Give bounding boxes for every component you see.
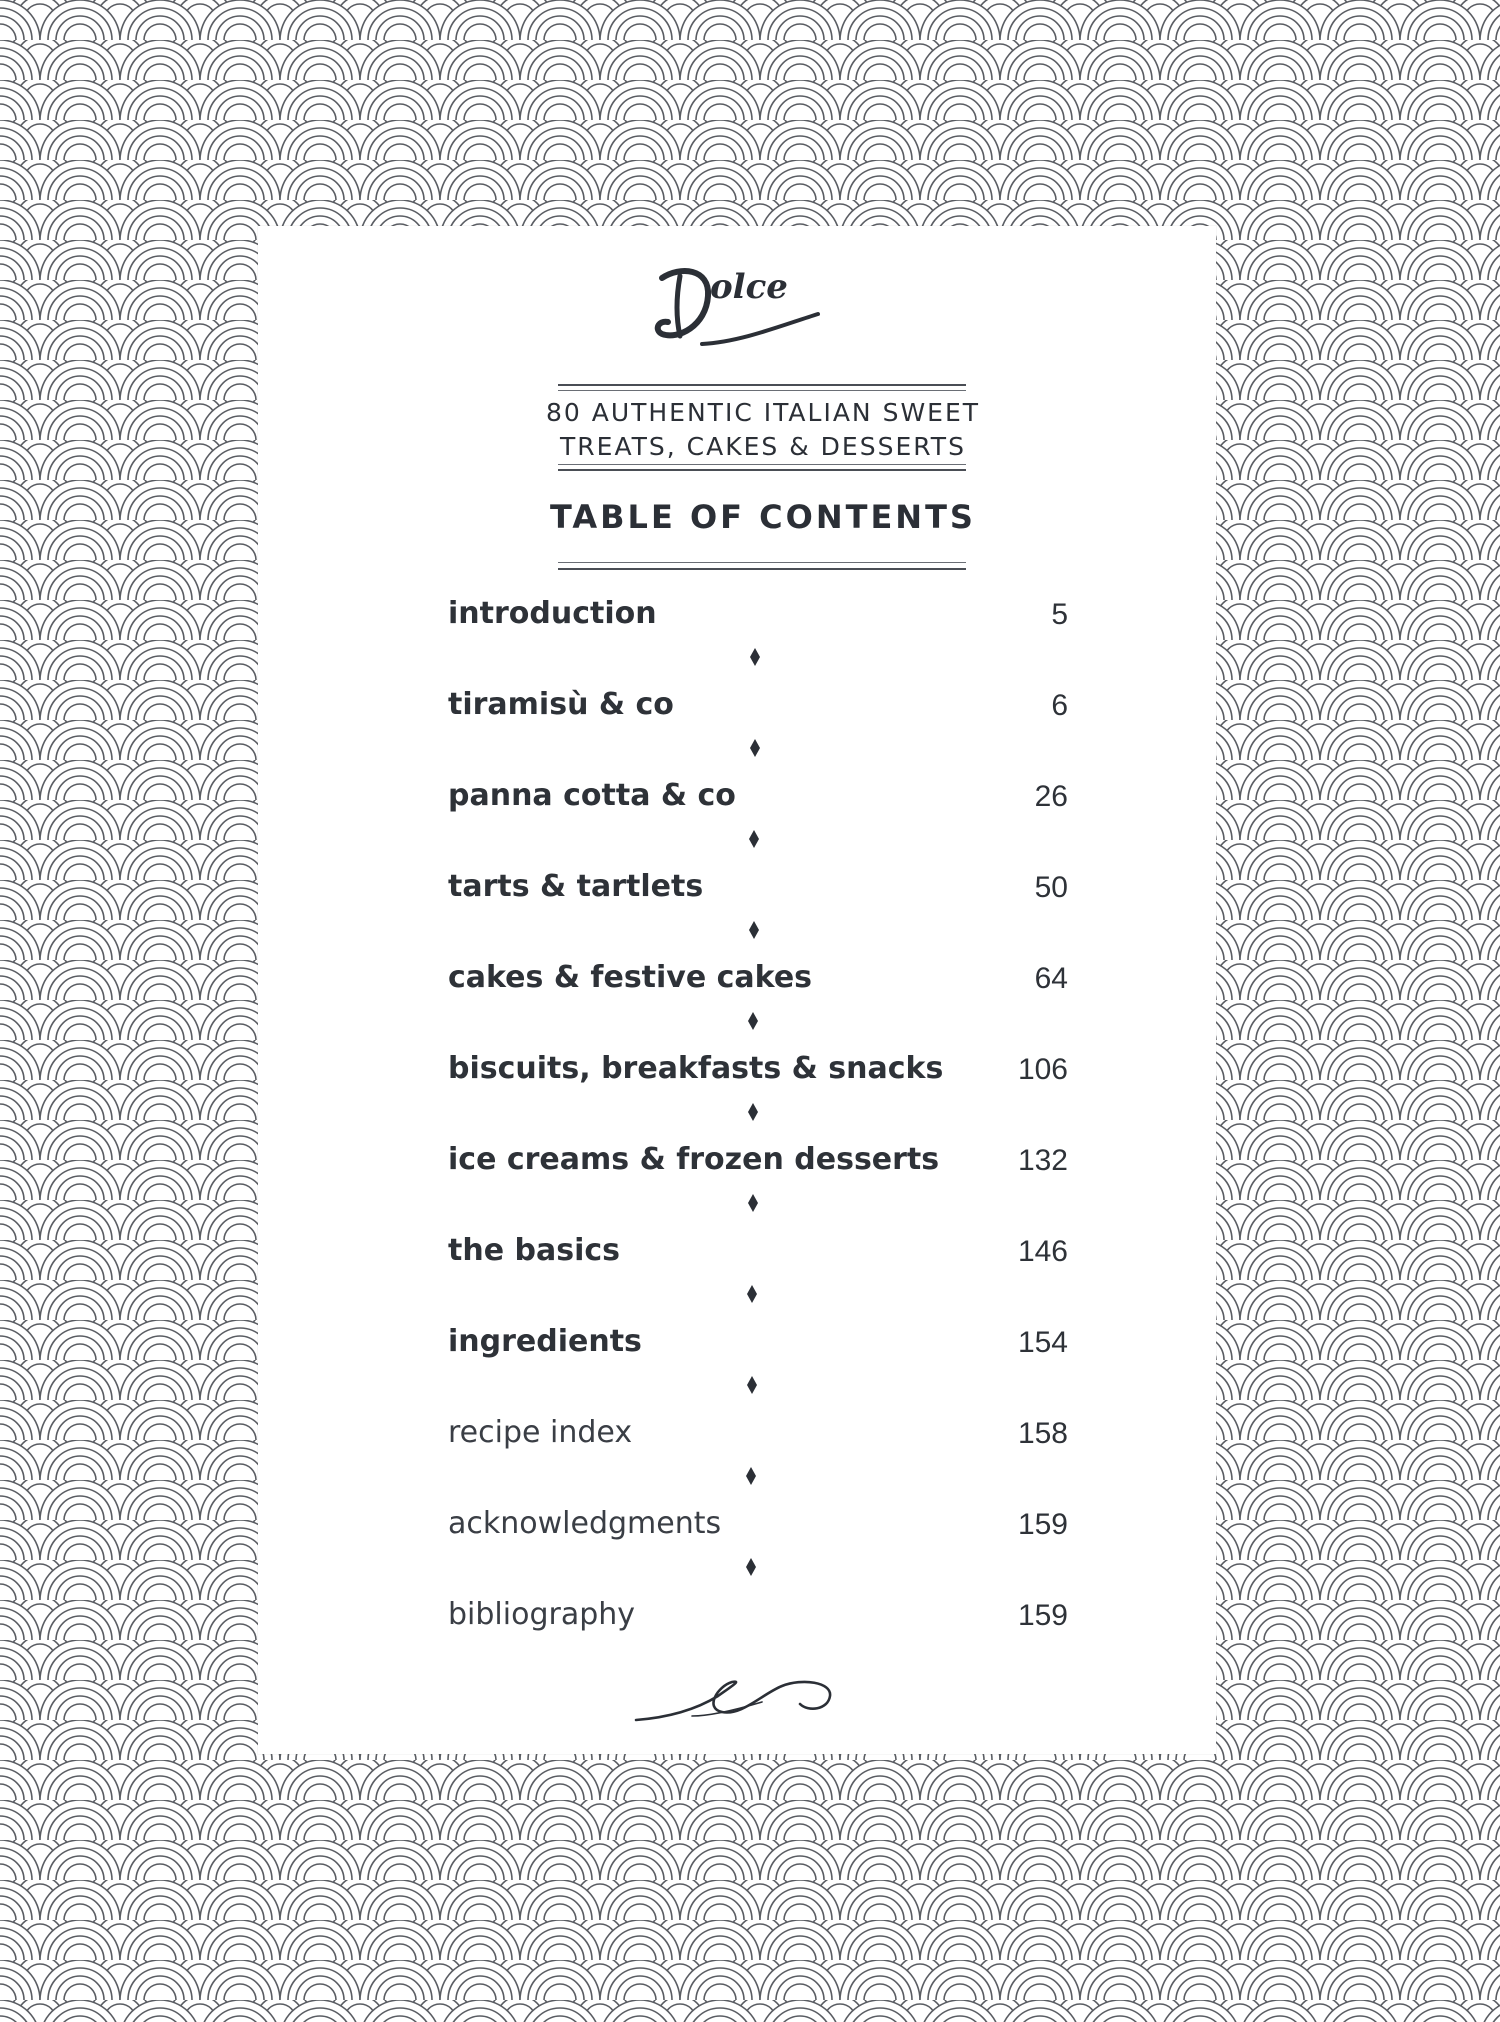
contents-panel — [258, 226, 1216, 1754]
mid-rule-thin — [558, 464, 966, 465]
toc-entry-page: 159 — [1017, 1599, 1068, 1632]
dolce-logo — [640, 248, 840, 368]
toc-entry[interactable] — [448, 1051, 1068, 1091]
subtitle-line-1: 80 AUTHENTIC ITALIAN SWEET — [545, 398, 981, 427]
toc-entry[interactable] — [448, 1142, 1068, 1182]
toc-entry[interactable] — [448, 778, 1068, 818]
toc-entry-page: 159 — [1017, 1508, 1068, 1541]
logo-text: olce — [710, 267, 788, 307]
toc-entry-page: 146 — [1017, 1235, 1068, 1268]
toc-entry-label: the basics — [448, 1233, 620, 1268]
toc-entry-page: 106 — [1017, 1053, 1068, 1086]
diamond-icon — [749, 921, 759, 939]
toc-entry-page: 132 — [1017, 1144, 1068, 1177]
diamond-icon — [748, 1012, 758, 1030]
toc-heading: TABLE OF CONTENTS — [550, 498, 976, 536]
toc-entry-page: 50 — [1034, 871, 1068, 904]
toc-entry-label: tiramisù & co — [448, 687, 674, 722]
toc-entry-page: 158 — [1017, 1417, 1068, 1450]
toc-entry-page: 64 — [1034, 962, 1068, 995]
mid-rule — [558, 469, 966, 471]
heading-rule-thin — [558, 562, 966, 563]
toc-entry-label: ingredients — [448, 1324, 642, 1359]
toc-entry-label: recipe index — [448, 1415, 633, 1450]
diamond-icon — [748, 1103, 758, 1121]
diamond-icon — [748, 1194, 758, 1212]
toc-entry[interactable] — [448, 1597, 1068, 1637]
subtitle-line-2: TREATS, CAKES & DESSERTS — [560, 432, 966, 461]
toc-entry[interactable] — [448, 1415, 1068, 1455]
diamond-icon — [750, 648, 760, 666]
diamond-icon — [746, 1558, 756, 1576]
toc-entry[interactable] — [448, 1506, 1068, 1546]
diamond-icon — [749, 830, 759, 848]
toc-entry-page: 5 — [1051, 598, 1068, 631]
diamond-icon — [747, 1285, 757, 1303]
toc-entry-page: 154 — [1017, 1326, 1068, 1359]
toc-entry-label: tarts & tartlets — [448, 869, 704, 904]
toc-entry-label: ice creams & frozen desserts — [448, 1142, 940, 1177]
toc-entry-label: acknowledgments — [448, 1506, 722, 1541]
toc-entry[interactable] — [448, 1233, 1068, 1273]
toc-entry[interactable] — [448, 687, 1068, 727]
top-rule — [558, 384, 966, 386]
toc-entry-label: biscuits, breakfasts & snacks — [448, 1051, 944, 1086]
toc-entry-label: introduction — [448, 596, 657, 631]
heading-rule — [558, 568, 966, 570]
diamond-icon — [746, 1467, 756, 1485]
toc-entry[interactable] — [448, 596, 1068, 636]
toc-entry-label: cakes & festive cakes — [448, 960, 813, 995]
toc-entry-label: bibliography — [448, 1597, 636, 1632]
toc-entry-label: panna cotta & co — [448, 778, 736, 813]
toc-entry[interactable] — [448, 869, 1068, 909]
flourish-ornament — [632, 1672, 842, 1728]
toc-entry-page: 26 — [1034, 780, 1068, 813]
toc-entry[interactable] — [448, 1324, 1068, 1364]
top-rule-thin — [558, 390, 966, 391]
toc-entry-page: 6 — [1051, 689, 1068, 722]
diamond-icon — [747, 1376, 757, 1394]
diamond-icon — [750, 739, 760, 757]
toc-entry[interactable] — [448, 960, 1068, 1000]
